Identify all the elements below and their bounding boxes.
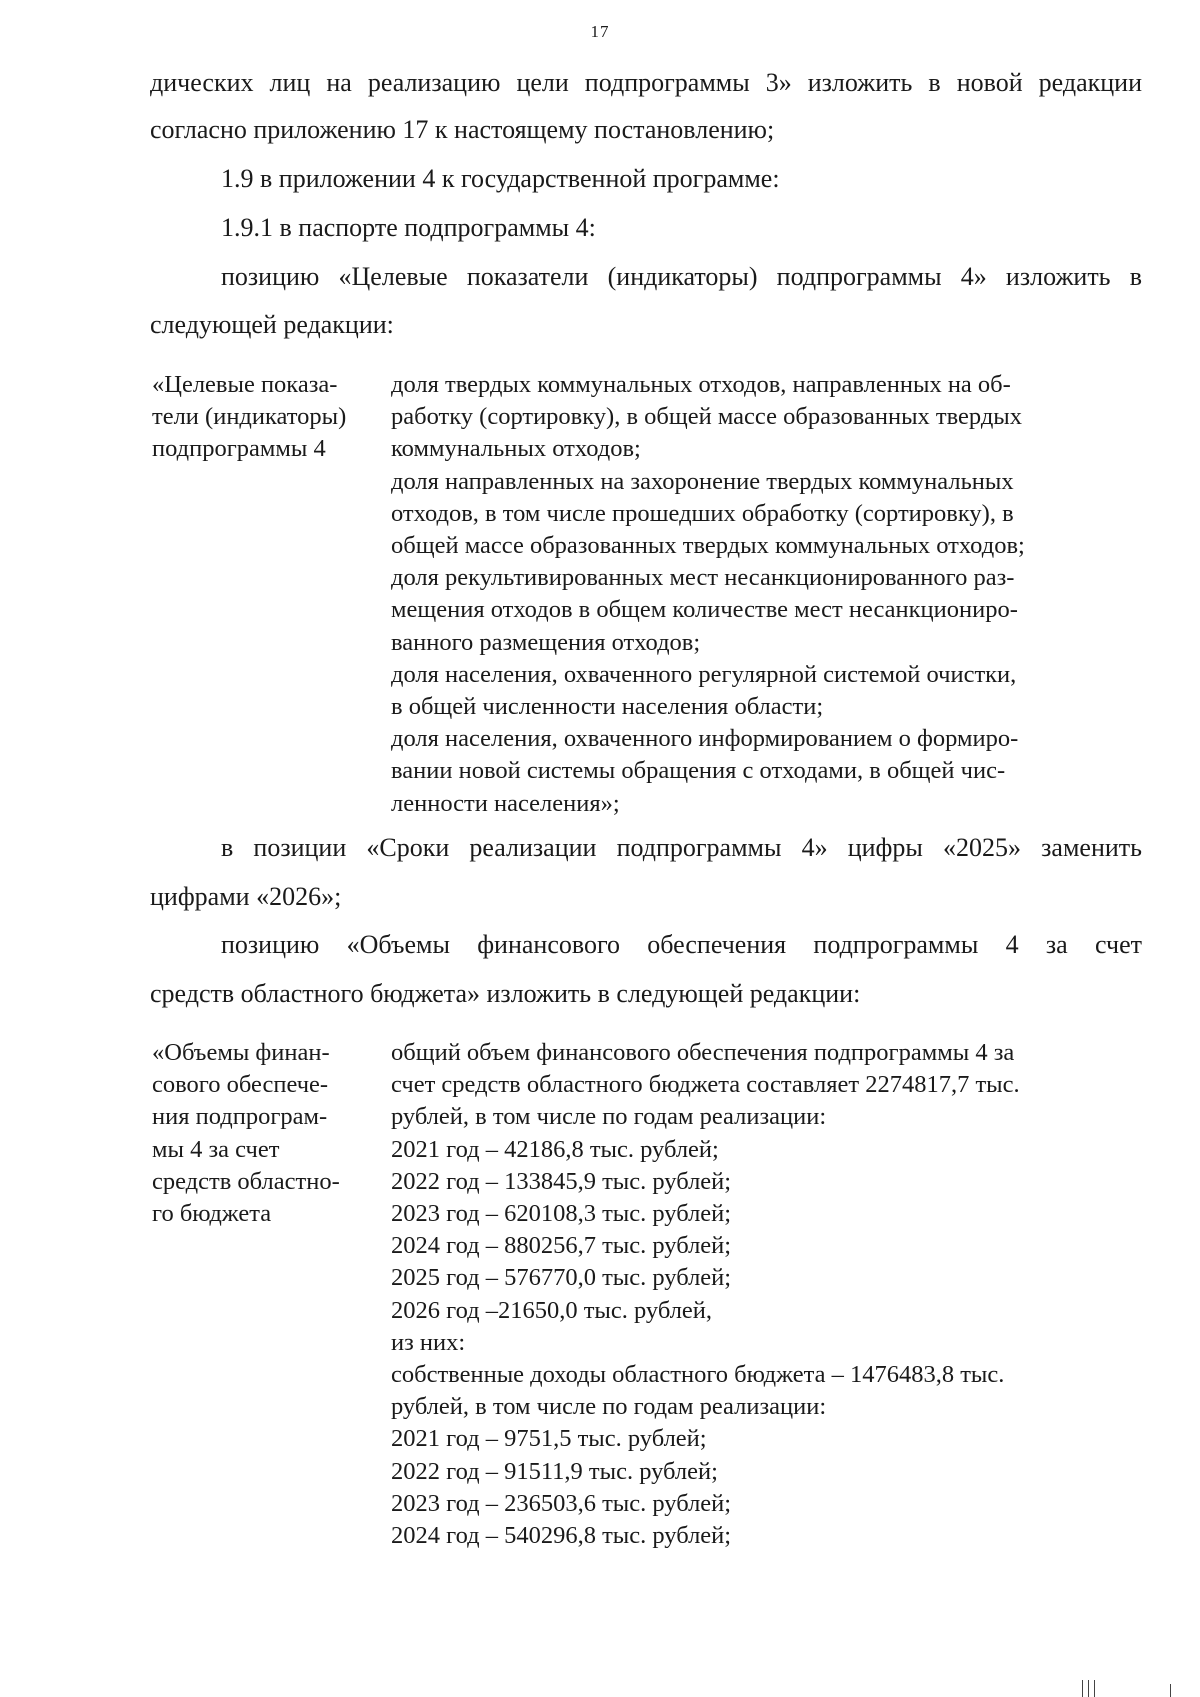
finance-label — [152, 1037, 340, 1230]
finance-text-line: 2023 год – 620108,3 тыс. рублей; — [391, 1200, 732, 1228]
indicators-text — [391, 369, 1025, 820]
finance-text-line: 2021 год – 9751,5 тыс. рублей; — [391, 1425, 707, 1453]
finance-label-line: мы 4 за счет — [152, 1135, 280, 1163]
finance-label-line: ния подпрограм- — [152, 1103, 328, 1131]
indicators-text-line: работку (сортировку), в общей массе образованных твердых — [391, 403, 1023, 431]
finance-text-line: собственные доходы областного бюджета – 1476483,8 тыс. — [391, 1361, 1005, 1389]
finance-label-line: сового обеспече- — [152, 1071, 329, 1099]
indicators-text-line: доля населения, охваченного информированием о формиро- — [391, 725, 1019, 753]
indicators-text-line: отходов, в том числе прошедших обработку (сортировку), в — [391, 499, 1014, 527]
finance-label-line: «Объемы финан- — [152, 1039, 330, 1066]
paragraph-indicators-intro-line-1: позицию «Целевые показатели (индикаторы) подпрограммы 4» изложить в — [221, 262, 1142, 291]
scan-mark — [1082, 1680, 1083, 1697]
finance-text-line: 2022 год – 133845,9 тыс. рублей; — [391, 1167, 732, 1195]
finance-text-line: общий объем финансового обеспечения подпрограммы 4 за — [391, 1039, 1015, 1066]
scan-mark — [1094, 1680, 1095, 1697]
finance-text-line: 2023 год – 236503,6 тыс. рублей; — [391, 1489, 732, 1517]
indicators-text-line: коммунальных отходов; — [391, 435, 641, 463]
indicators-text-line: мещения отходов в общем количестве мест несанкциониро- — [391, 596, 1018, 624]
paragraph-1-line-1: дических лиц на реализацию цели подпрограммы 3» изложить в новой редакции — [150, 68, 1142, 97]
indicators-text-line: доля рекультивированных мест несанкционированного раз- — [391, 564, 1015, 592]
indicators-label-line: «Целевые показа- — [152, 371, 338, 398]
indicators-label — [152, 369, 346, 466]
paragraph-finance-intro-line-2: средств областного бюджета» изложить в следующей редакции: — [150, 979, 861, 1008]
finance-text-line: 2021 год – 42186,8 тыс. рублей; — [391, 1135, 719, 1163]
finance-label-line: го бюджета — [152, 1200, 272, 1228]
paragraph-terms-line-2: цифрами «2026»; — [150, 882, 342, 911]
indicators-label-line: тели (индикаторы) — [152, 403, 347, 431]
page-number: 17 — [590, 22, 610, 41]
finance-text-line: из них: — [391, 1328, 466, 1356]
finance-text-line: рублей, в том числе по годам реализации: — [391, 1103, 827, 1131]
indicators-text-line: ленности населения»; — [391, 789, 620, 817]
finance-text-line: счет средств областного бюджета составляет 2274817,7 тыс. — [391, 1071, 1020, 1099]
paragraph-1-9-1: 1.9.1 в паспорте подпрограммы 4: — [221, 213, 596, 242]
indicators-text-line: доля твердых коммунальных отходов, направленных на об- — [391, 371, 1011, 398]
paragraph-1-line-2: согласно приложению 17 к настоящему постановлению; — [150, 115, 775, 144]
indicators-text-line: доля направленных на захоронение твердых коммунальных — [391, 467, 1014, 495]
indicators-text-line: ванного размещения отходов; — [391, 628, 701, 656]
indicators-text-line: доля населения, охваченного регулярной системой очистки, — [391, 660, 1017, 688]
finance-text-line: 2026 год –21650,0 тыс. рублей, — [391, 1296, 713, 1324]
finance-text — [391, 1037, 1020, 1552]
indicators-text-line: в общей численности населения области; — [391, 693, 824, 721]
finance-text-line: 2024 год – 540296,8 тыс. рублей; — [391, 1522, 732, 1550]
indicators-text-line: общей массе образованных твердых коммунальных отходов; — [391, 532, 1025, 560]
paragraph-1-9: 1.9 в приложении 4 к государственной программе: — [221, 164, 780, 193]
paragraph-indicators-intro-line-2: следующей редакции: — [150, 310, 394, 339]
finance-text-line: рублей, в том числе по годам реализации: — [391, 1393, 827, 1421]
paragraph-terms-line-1: в позиции «Сроки реализации подпрограммы 4» цифры «2025» заменить — [221, 833, 1142, 862]
scan-mark — [1170, 1684, 1171, 1697]
paragraph-finance-intro-line-1: позицию «Объемы финансового обеспечения подпрограммы 4 за счет — [221, 930, 1142, 959]
indicators-label-line: подпрограммы 4 — [152, 435, 326, 463]
finance-text-line: 2024 год – 880256,7 тыс. рублей; — [391, 1232, 732, 1260]
finance-label-line: средств областно- — [152, 1167, 340, 1195]
indicators-text-line: вании новой системы обращения с отходами, в общей чис- — [391, 757, 1006, 785]
scan-mark — [1088, 1680, 1089, 1697]
finance-text-line: 2025 год – 576770,0 тыс. рублей; — [391, 1264, 732, 1292]
finance-text-line: 2022 год – 91511,9 тыс. рублей; — [391, 1457, 718, 1485]
